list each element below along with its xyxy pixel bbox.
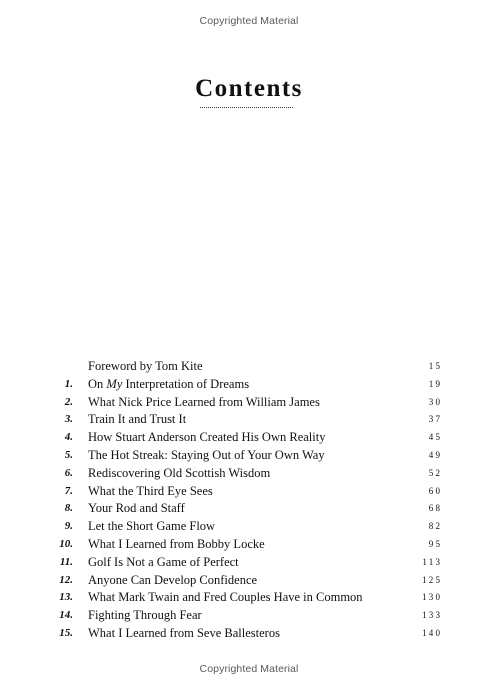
toc-chapter-number: 10. xyxy=(59,537,73,550)
toc-title-text: Let the Short Game Flow xyxy=(88,519,216,534)
toc-page-number: 19 xyxy=(428,378,443,389)
title-dotted-rule xyxy=(200,107,293,108)
toc-page-number: 68 xyxy=(428,503,443,514)
toc-chapter-title xyxy=(88,518,215,536)
toc-chapter-title xyxy=(88,589,363,607)
toc-entry xyxy=(0,394,498,412)
toc-chapter-number: 11. xyxy=(59,555,73,568)
toc-chapter-number: 8. xyxy=(64,502,73,515)
toc-page-number: 30 xyxy=(428,396,443,407)
toc-chapter-number: 12. xyxy=(59,573,73,586)
toc-page-number: 52 xyxy=(428,467,443,478)
toc-title-text: On xyxy=(88,376,107,391)
toc-chapter-title xyxy=(88,358,203,376)
toc-chapter-title xyxy=(88,394,320,412)
toc-title-text: What Mark Twain and Fred Couples Have in Common xyxy=(88,590,363,605)
toc-entry xyxy=(0,358,498,376)
toc-chapter-title xyxy=(88,554,239,572)
toc-chapter-number: 2. xyxy=(64,395,73,408)
toc-chapter-number: 5. xyxy=(64,448,73,461)
toc-title-text: What I Learned from Bobby Locke xyxy=(88,536,265,551)
toc-page-number: 15 xyxy=(428,361,443,371)
toc-chapter-title xyxy=(88,625,280,643)
toc-page-number: 133 xyxy=(422,610,443,621)
toc-chapter-number: 1. xyxy=(64,377,73,390)
toc-entry xyxy=(0,483,498,501)
toc-page-number: 82 xyxy=(428,521,443,532)
toc-chapter-title xyxy=(88,429,325,447)
toc-chapter-number: 3. xyxy=(64,413,73,426)
toc-page-number: 140 xyxy=(422,627,443,638)
toc-chapter-number: 15. xyxy=(59,626,73,639)
toc-title-text: Anyone Can Develop Confidence xyxy=(88,572,258,587)
toc-title-emphasis: My xyxy=(106,376,123,391)
toc-title-text: Fighting Through Fear xyxy=(88,608,202,623)
toc-page-number: 60 xyxy=(428,485,443,496)
toc-title-text-continued: Interpretation of Dreams xyxy=(122,376,250,391)
toc-entry xyxy=(0,376,498,394)
toc-chapter-number: 7. xyxy=(64,484,73,497)
toc-entry xyxy=(0,607,498,625)
toc-title-text: Rediscovering Old Scottish Wisdom xyxy=(88,465,271,480)
toc-title-text: Train It and Trust It xyxy=(88,412,187,427)
toc-chapter-number: 4. xyxy=(64,431,73,444)
toc-title-text: Foreword by Tom Kite xyxy=(88,359,203,373)
toc-entry xyxy=(0,518,498,536)
toc-entry xyxy=(0,465,498,483)
toc-title-text: The Hot Streak: Staying Out of Your Own Way xyxy=(88,447,325,462)
toc-entry xyxy=(0,572,498,590)
toc-page-number: 113 xyxy=(422,556,443,567)
toc-title-text: What I Learned from Seve Ballesteros xyxy=(88,625,280,640)
toc-chapter-title xyxy=(88,376,249,394)
toc-chapter-title xyxy=(88,465,270,483)
toc-page-number: 125 xyxy=(422,574,443,585)
toc-page-number: 130 xyxy=(422,592,443,603)
toc-page-number: 45 xyxy=(428,432,443,443)
table-of-contents xyxy=(0,358,498,643)
toc-title-text: What the Third Eye Sees xyxy=(88,483,213,498)
toc-entry xyxy=(0,429,498,447)
toc-entry xyxy=(0,589,498,607)
toc-chapter-title xyxy=(88,447,325,465)
toc-entry xyxy=(0,536,498,554)
toc-chapter-title xyxy=(88,572,257,590)
watermark-bottom: Copyrighted Material xyxy=(199,663,299,675)
toc-entry xyxy=(0,625,498,643)
toc-chapter-title xyxy=(88,500,185,518)
toc-title-text: What Nick Price Learned from William James xyxy=(88,394,320,409)
toc-chapter-title xyxy=(88,483,213,501)
toc-page-number: 49 xyxy=(428,449,443,460)
toc-chapter-title xyxy=(88,536,265,554)
toc-chapter-number: 14. xyxy=(59,609,73,622)
toc-chapter-number: 6. xyxy=(64,466,73,479)
toc-chapter-title xyxy=(88,411,186,429)
toc-page-number: 95 xyxy=(428,538,443,549)
toc-page-number: 37 xyxy=(428,414,443,425)
toc-title-text: Your Rod and Staff xyxy=(88,501,185,516)
toc-chapter-number: 13. xyxy=(59,591,73,604)
toc-entry xyxy=(0,500,498,518)
toc-entry xyxy=(0,554,498,572)
toc-chapter-number: 9. xyxy=(64,520,73,533)
watermark-top: Copyrighted Material xyxy=(199,15,299,27)
toc-chapter-title xyxy=(88,607,202,625)
toc-title-text: How Stuart Anderson Created His Own Reality xyxy=(88,430,326,445)
toc-entry xyxy=(0,447,498,465)
toc-entry xyxy=(0,411,498,429)
toc-title-text: Golf Is Not a Game of Perfect xyxy=(88,554,239,569)
page-title: Contents xyxy=(195,75,303,102)
